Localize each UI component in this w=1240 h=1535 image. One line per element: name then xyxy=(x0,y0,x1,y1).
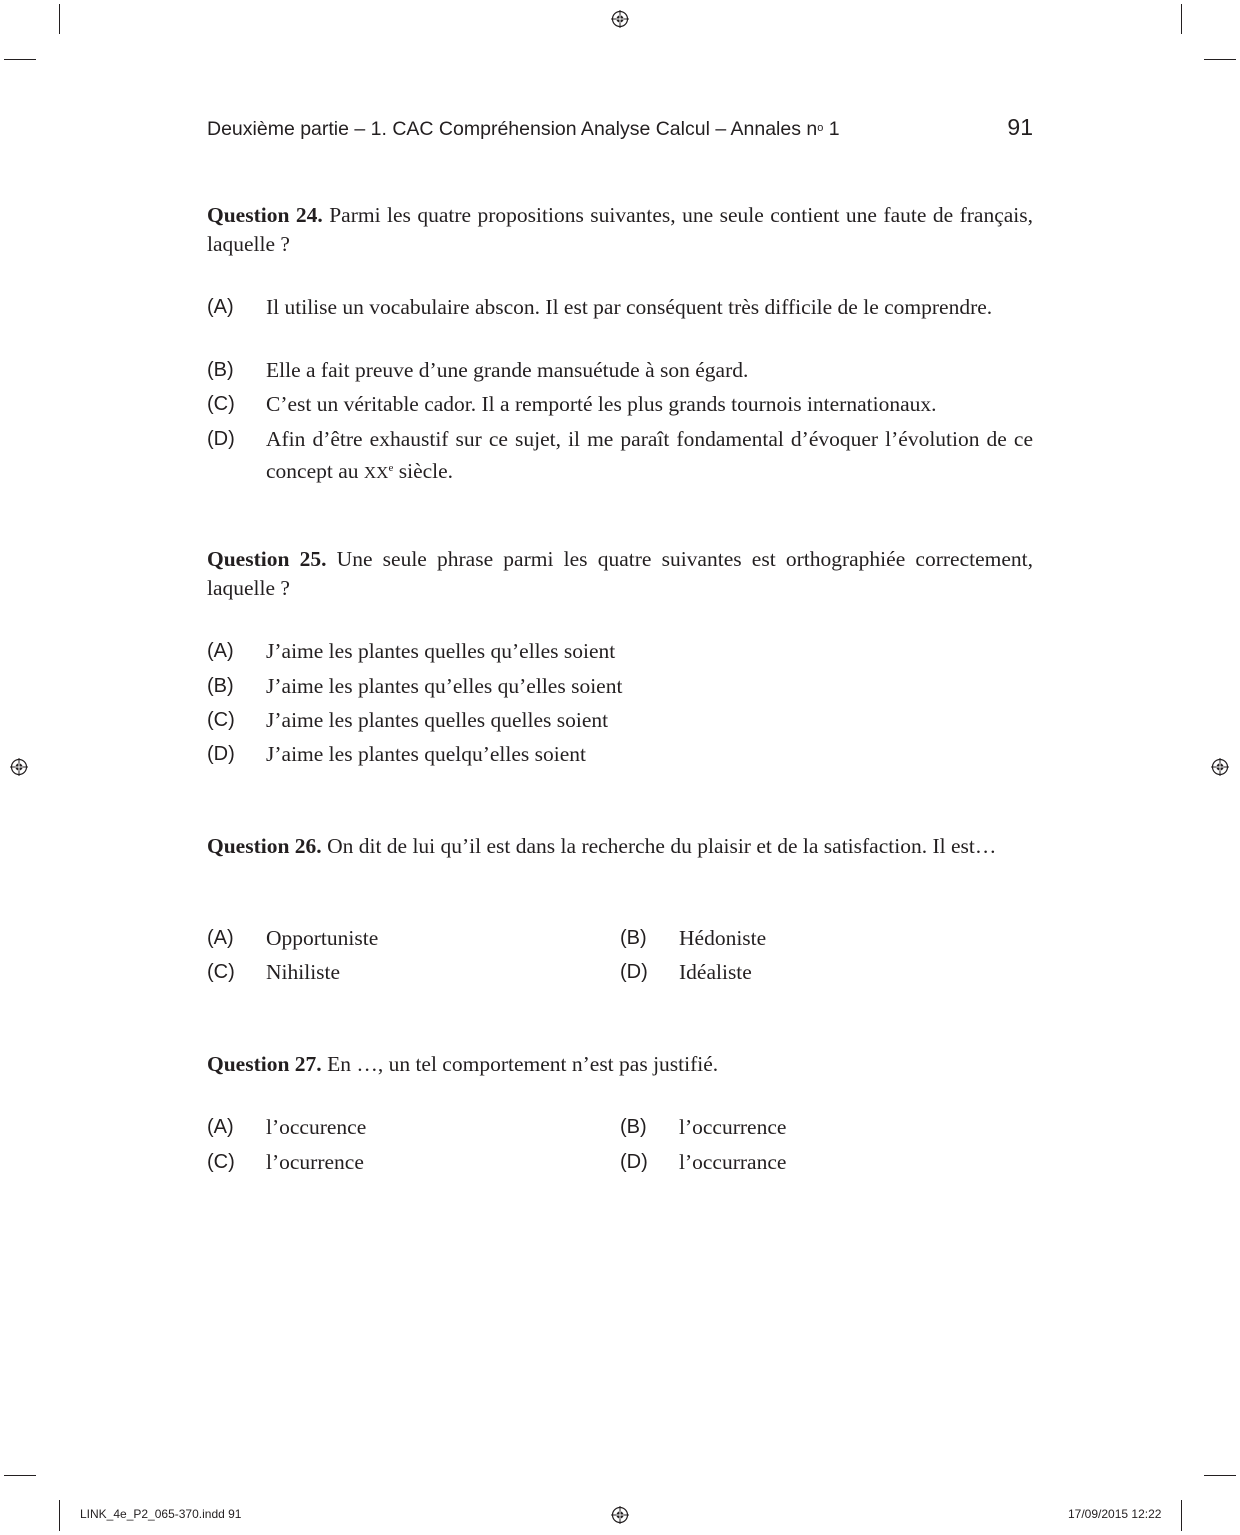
registration-mark-icon xyxy=(1211,758,1229,776)
option-text: l’occurrence xyxy=(679,1115,787,1139)
option-letter: (B) xyxy=(620,1116,647,1138)
option-text: C’est un véritable cador. Il a remporté les plus grands tournois internationaux. xyxy=(266,392,937,416)
question-26 xyxy=(207,832,1033,861)
option-letter: (D) xyxy=(207,743,235,765)
running-head-superscript: o xyxy=(817,122,824,134)
option-letter: (C) xyxy=(207,709,235,731)
page-number: 91 xyxy=(1007,114,1033,140)
option-letter: (A) xyxy=(207,1116,234,1138)
question-prompt: Parmi les quatre propositions suivantes, une seule contient une faute de français, laquelle ? xyxy=(207,203,1033,256)
option-letter: (C) xyxy=(207,1151,235,1173)
option-text: Opportuniste xyxy=(266,926,379,950)
question-label: Question 24. xyxy=(207,203,323,227)
question-25 xyxy=(207,545,1033,603)
running-head-tail: 1 xyxy=(823,118,840,140)
option-text: J’aime les plantes qu’elles qu’elles soient xyxy=(266,674,623,698)
option-text xyxy=(266,425,1033,487)
option-letter: (A) xyxy=(207,927,234,949)
option-text: l’ocurrence xyxy=(266,1150,364,1174)
option-text-start: Afin d’être exhaustif sur ce sujet, il me paraît fondamental d’évoquer l’évolution de ce concept au xyxy=(266,427,1033,483)
registration-mark-icon xyxy=(611,1506,629,1524)
option-text: Elle a fait preuve d’une grande mansuétude à son égard. xyxy=(266,358,749,382)
option-letter: (A) xyxy=(207,640,234,662)
crop-mark xyxy=(59,1500,60,1531)
option-text: l’occurence xyxy=(266,1115,367,1139)
running-head-text: Deuxième partie – 1. CAC Compréhension Analyse Calcul – Annales n xyxy=(207,118,818,140)
option-letter: (B) xyxy=(620,927,647,949)
century-roman: XX xyxy=(363,463,389,482)
option-letter: (D) xyxy=(620,1151,648,1173)
option-letter: (C) xyxy=(207,393,235,415)
crop-mark xyxy=(4,1475,36,1476)
question-label: Question 27. xyxy=(207,1052,322,1076)
option-text: J’aime les plantes quelqu’elles soient xyxy=(266,742,587,766)
option-text: Idéaliste xyxy=(679,960,752,984)
option-text-end: siècle. xyxy=(393,459,454,483)
crop-mark xyxy=(1181,1500,1182,1531)
question-label: Question 26. xyxy=(207,834,322,858)
option-text: Il utilise un vocabulaire abscon. Il est par conséquent très difficile de le comprendre. xyxy=(266,295,993,319)
option-letter: (D) xyxy=(620,961,648,983)
crop-mark xyxy=(1181,4,1182,34)
slug-date-time: 17/09/2015 12:22 xyxy=(1068,1507,1162,1521)
option-text: J’aime les plantes quelles quelles soient xyxy=(266,708,609,732)
question-prompt: Une seule phrase parmi les quatre suivantes est orthographiée correctement, laquelle ? xyxy=(207,547,1033,600)
question-prompt: On dit de lui qu’il est dans la recherche du plaisir et de la satisfaction. Il est… xyxy=(321,834,997,858)
question-prompt: En …, un tel comportement n’est pas justifié. xyxy=(321,1052,719,1076)
option-letter: (B) xyxy=(207,675,234,697)
option-letter: (B) xyxy=(207,359,234,381)
crop-mark xyxy=(59,4,60,34)
century-numeral xyxy=(364,463,393,482)
option-text: l’occurrance xyxy=(679,1150,787,1174)
question-label: Question 25. xyxy=(207,547,327,571)
crop-mark xyxy=(1204,1475,1236,1476)
option-letter: (D) xyxy=(207,428,235,450)
option-text: J’aime les plantes quelles qu’elles soient xyxy=(266,639,616,663)
registration-mark-icon xyxy=(611,10,629,28)
running-head xyxy=(207,118,840,141)
crop-mark xyxy=(1204,59,1236,60)
question-27 xyxy=(207,1050,1033,1079)
registration-mark-icon xyxy=(10,758,28,776)
option-text: Nihiliste xyxy=(266,960,341,984)
option-letter: (C) xyxy=(207,961,235,983)
century-superscript: e xyxy=(388,462,394,474)
crop-mark xyxy=(4,59,36,60)
option-text: Hédoniste xyxy=(679,926,767,950)
option-letter: (A) xyxy=(207,296,234,318)
question-24 xyxy=(207,201,1033,259)
slug-file-name: LINK_4e_P2_065-370.indd 91 xyxy=(80,1507,242,1521)
